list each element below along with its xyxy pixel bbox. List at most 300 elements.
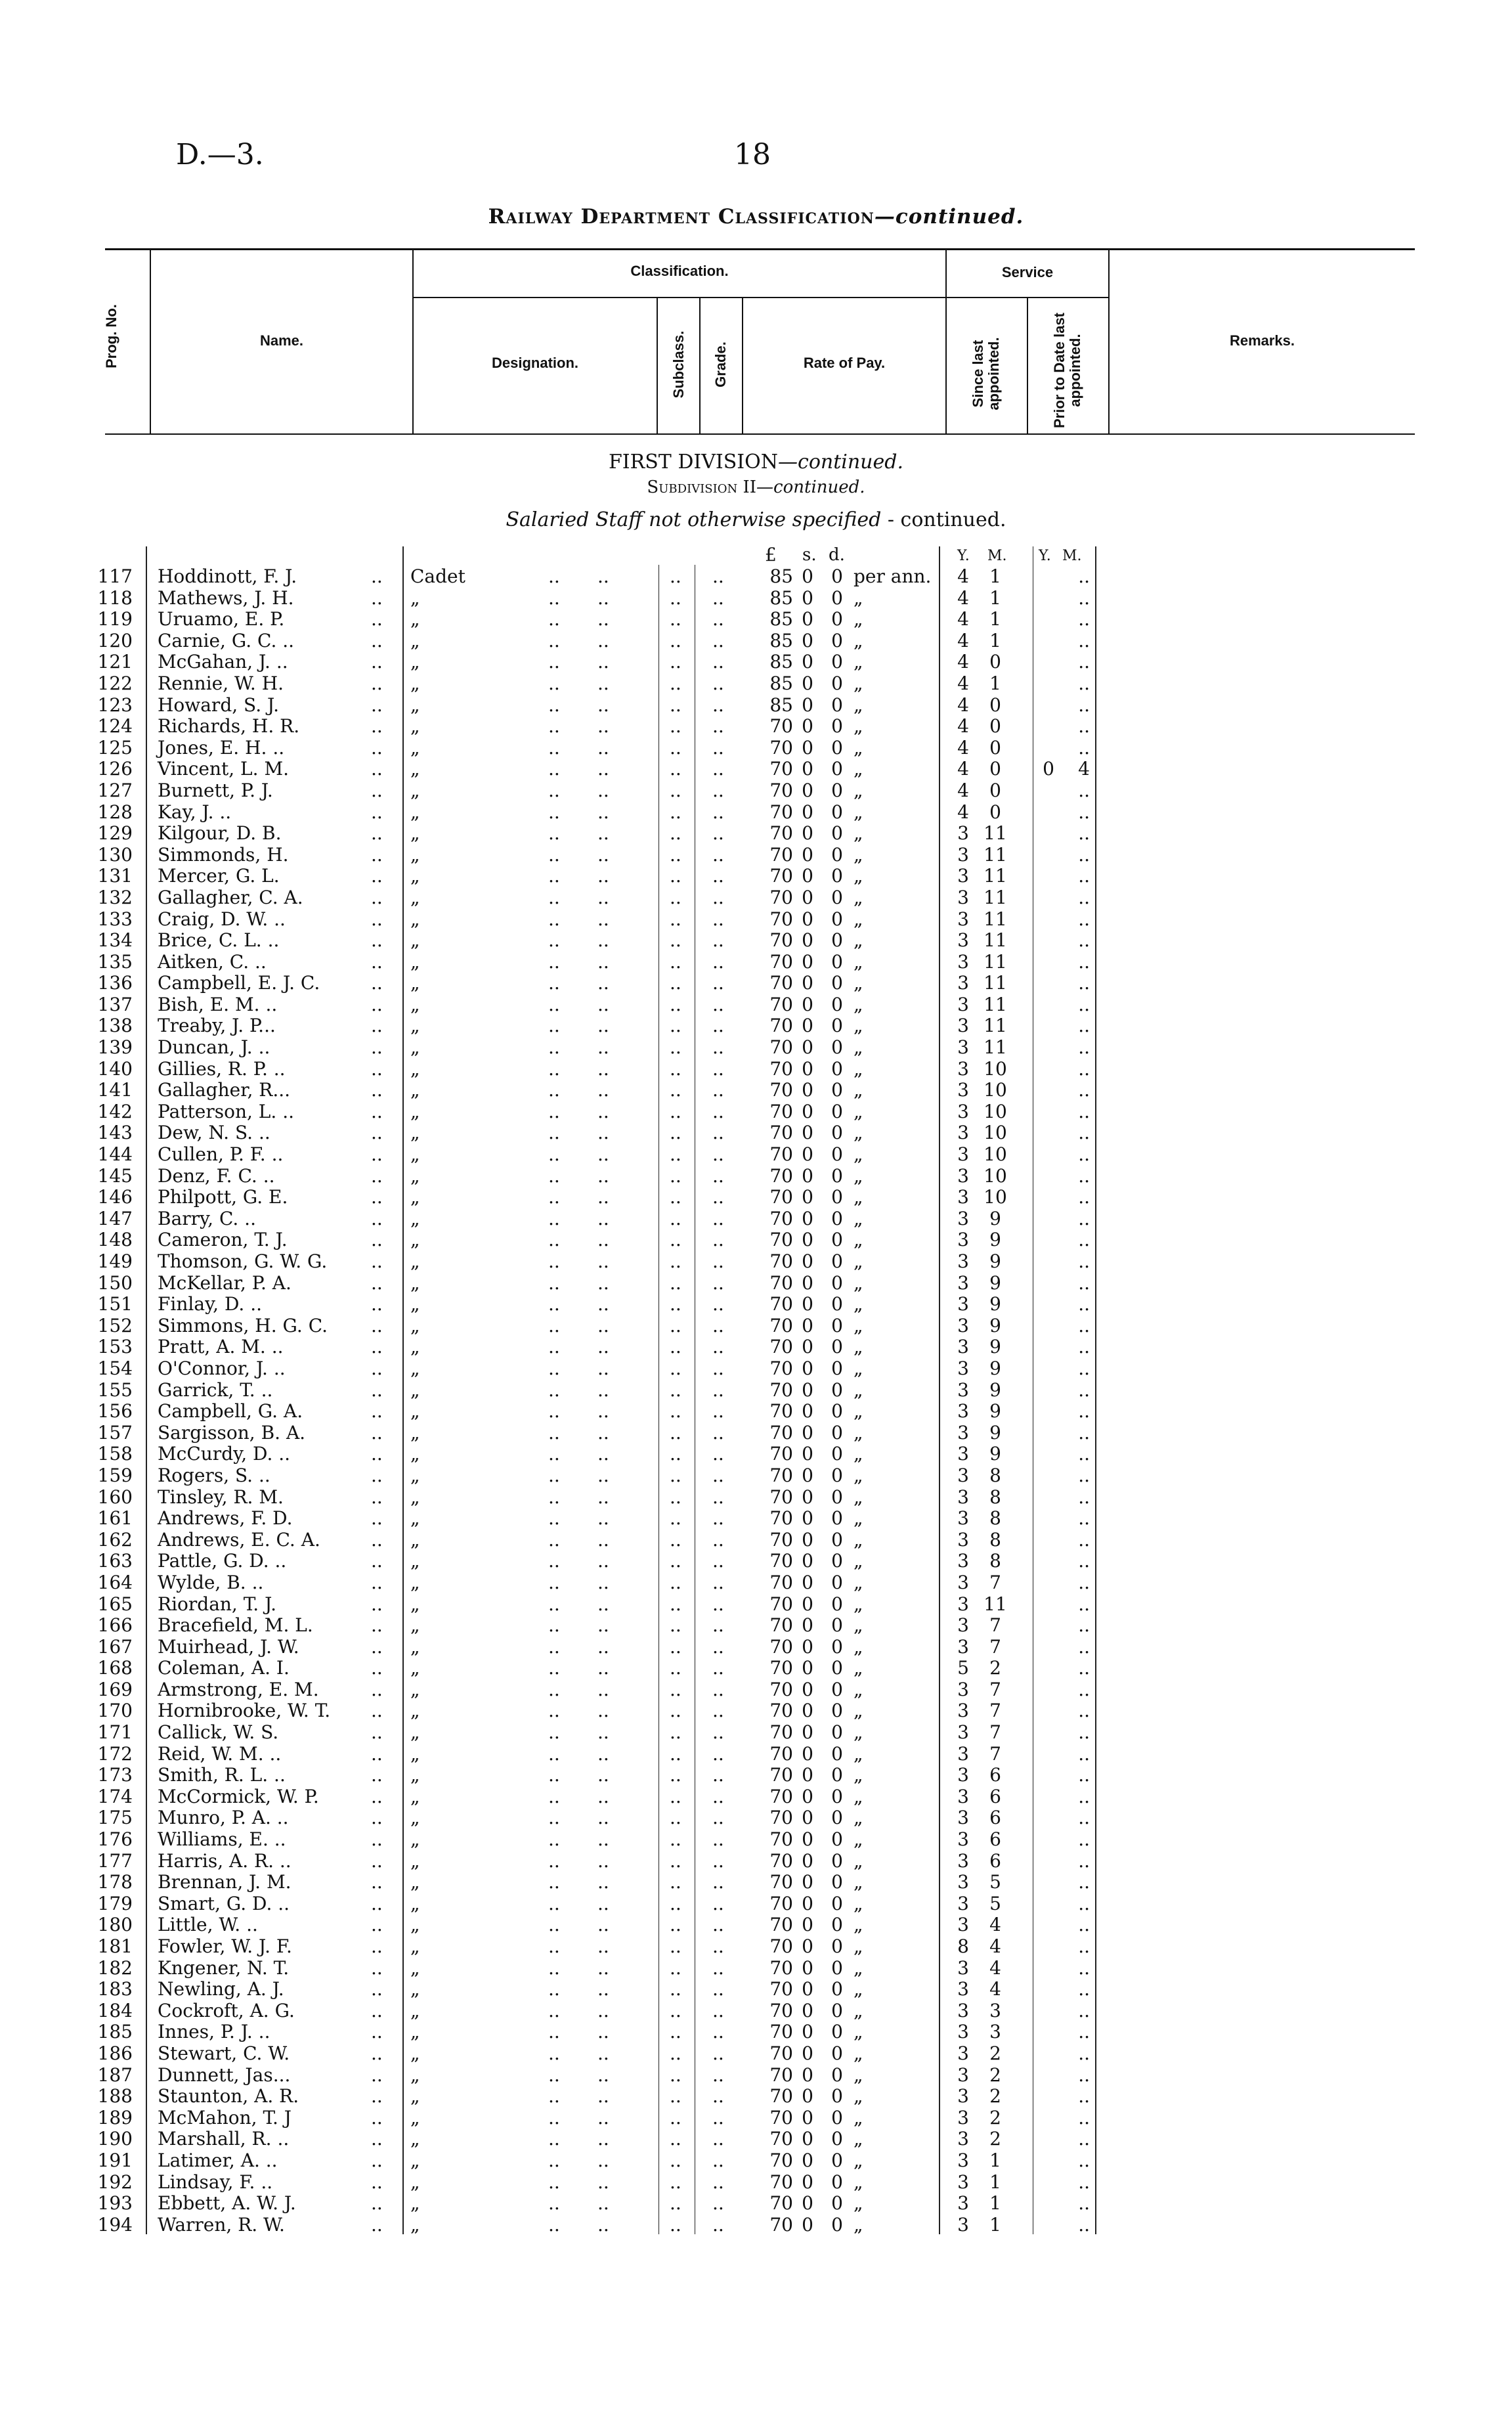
title-main: Railway Department Classification (488, 205, 875, 229)
designation: „ (410, 2064, 420, 2086)
pay-pence: 0 (831, 1507, 843, 1530)
pay-period: „ (853, 972, 863, 994)
pay-pence: 0 (831, 694, 843, 716)
pay-pence: 0 (831, 1079, 843, 1101)
leader-dots: .. (597, 1871, 609, 1893)
service-years: 3 (957, 1892, 969, 1914)
service-years: 8 (957, 1935, 969, 1957)
pay-pence: 0 (831, 1614, 843, 1637)
prior-months: .. (1078, 993, 1090, 1015)
col-classification: Classification. (630, 263, 729, 279)
pay-period: „ (853, 1357, 863, 1379)
designation: „ (410, 1271, 420, 1294)
pay-pence: 0 (831, 865, 843, 887)
service-years: 3 (957, 1079, 969, 1101)
subclass-cell: .. (670, 1036, 681, 1059)
pay-period: „ (853, 1914, 863, 1936)
table-row (0, 1872, 1512, 1893)
pay-pence: 0 (831, 2192, 843, 2215)
service-years: 3 (957, 908, 969, 930)
staff-name: McCormick, W. P. (158, 1785, 319, 1807)
grade-cell: .. (712, 822, 724, 845)
subclass-cell: .. (670, 629, 681, 651)
service-months: 8 (989, 1486, 1001, 1508)
service-years: 3 (957, 1100, 969, 1122)
col-subclass: Subclass. (670, 330, 687, 399)
staff-name: McMahon, T. J (158, 2106, 292, 2129)
prog-number: 170 (97, 1700, 133, 1722)
subclass-cell: .. (670, 1507, 681, 1530)
grade-cell: .. (712, 1700, 724, 1722)
pay-pounds: 70 (769, 1892, 793, 1914)
service-months: 1 (989, 2213, 1001, 2236)
service-years: 4 (957, 801, 969, 823)
division-title: FIRST DIVISION (608, 451, 779, 474)
pay-pence: 0 (831, 1164, 843, 1187)
staff-name: Reid, W. M. .. (158, 1742, 282, 1765)
prior-months: .. (1078, 2042, 1090, 2064)
staff-name: Barry, C. .. (158, 1207, 256, 1229)
pay-pounds: 70 (769, 1357, 793, 1379)
leader-dots: .. (597, 1443, 609, 1465)
leader-dots: .. (597, 1914, 609, 1936)
service-years: 3 (957, 2213, 969, 2236)
prior-months: .. (1078, 1443, 1090, 1465)
leader-dots: .. (548, 801, 560, 823)
subclass-cell: .. (670, 1143, 681, 1166)
leader-dots: .. (597, 908, 609, 930)
staff-name: Richards, H. R. (158, 715, 300, 738)
service-years: 3 (957, 2149, 969, 2171)
leader-dots: .. (597, 865, 609, 887)
leader-dots: .. (371, 694, 383, 716)
prior-months: .. (1078, 1100, 1090, 1122)
prior-months: .. (1078, 2149, 1090, 2171)
service-years: 3 (957, 1593, 969, 1615)
prior-months: 4 (1078, 758, 1090, 780)
leader-dots: .. (548, 1828, 560, 1851)
table-row (0, 609, 1512, 630)
subclass-cell: .. (670, 929, 681, 952)
grade-cell: .. (712, 736, 724, 759)
pay-pounds: 70 (769, 1250, 793, 1272)
leader-dots: .. (548, 1550, 560, 1572)
pay-pence: 0 (831, 1400, 843, 1423)
subclass-cell: .. (670, 1421, 681, 1444)
pay-shillings: 0 (802, 565, 813, 587)
prog-number: 194 (97, 2213, 133, 2236)
pay-pence: 0 (831, 1978, 843, 2000)
prior-months: .. (1078, 843, 1090, 866)
table-row (0, 994, 1512, 1016)
prior-months: .. (1078, 1336, 1090, 1358)
subclass-cell: .. (670, 2149, 681, 2171)
pay-shillings: 0 (802, 1122, 813, 1144)
subclass-cell: .. (670, 1828, 681, 1851)
leader-dots: .. (548, 1015, 560, 1037)
service-years: 3 (957, 1036, 969, 1059)
subclass-cell: .. (670, 950, 681, 973)
pay-pence: 0 (831, 1229, 843, 1251)
leader-dots: .. (597, 1357, 609, 1379)
service-months: 10 (983, 1057, 1007, 1080)
grade-cell: .. (712, 1571, 724, 1593)
service-years: 3 (957, 1057, 969, 1080)
leader-dots: .. (371, 1036, 383, 1059)
pay-pence: 0 (831, 2213, 843, 2236)
pay-period: „ (853, 1100, 863, 1122)
pay-shillings: 0 (802, 1999, 813, 2021)
staff-name: Gallagher, C. A. (158, 886, 303, 908)
service-years: 3 (957, 2042, 969, 2064)
subclass-cell: .. (670, 1400, 681, 1423)
service-years: 3 (957, 2064, 969, 2086)
designation: „ (410, 1700, 420, 1722)
service-years: 3 (957, 1122, 969, 1144)
grade-cell: .. (712, 608, 724, 630)
grade-cell: .. (712, 1742, 724, 1765)
leader-dots: .. (371, 1678, 383, 1700)
staff-name: Williams, E. .. (158, 1828, 286, 1851)
table-row (0, 1101, 1512, 1123)
service-years: 3 (957, 1293, 969, 1315)
leader-dots: .. (548, 993, 560, 1015)
service-months: 0 (989, 715, 1001, 738)
designation: „ (410, 1742, 420, 1765)
leader-dots: .. (597, 779, 609, 801)
designation: „ (410, 972, 420, 994)
pay-period: „ (853, 1379, 863, 1401)
service-months: 9 (989, 1314, 1001, 1336)
leader-dots: .. (371, 1079, 383, 1101)
service-months: 9 (989, 1400, 1001, 1423)
prior-months: .. (1078, 1593, 1090, 1615)
prog-number: 163 (97, 1550, 133, 1572)
pay-pence: 0 (831, 1700, 843, 1722)
pay-pence: 0 (831, 1015, 843, 1037)
leader-dots: .. (371, 715, 383, 738)
prior-months: .. (1078, 886, 1090, 908)
staff-name: Rennie, W. H. (158, 672, 284, 694)
page-title (0, 205, 1512, 229)
service-years: 4 (957, 586, 969, 609)
pay-pence: 0 (831, 1678, 843, 1700)
grade-cell: .. (712, 1507, 724, 1530)
service-months: 2 (989, 2042, 1001, 2064)
service-years: 4 (957, 672, 969, 694)
prog-number: 121 (97, 651, 133, 673)
pay-pounds: 70 (769, 736, 793, 759)
prior-months: .. (1078, 1486, 1090, 1508)
leader-dots: .. (548, 1421, 560, 1444)
leader-dots: .. (548, 1635, 560, 1658)
table-row (0, 930, 1512, 952)
grade-cell: .. (712, 1443, 724, 1465)
pay-pence: 0 (831, 1057, 843, 1080)
grade-cell: .. (712, 929, 724, 952)
pay-pence: 0 (831, 2128, 843, 2150)
pay-shillings: 0 (802, 1742, 813, 1765)
service-years: 3 (957, 2021, 969, 2043)
prog-number: 187 (97, 2064, 133, 2086)
leader-dots: .. (371, 586, 383, 609)
staff-name: Pattle, G. D. .. (158, 1550, 287, 1572)
col-name: Name. (259, 332, 304, 349)
table-row (0, 2021, 1512, 2043)
service-years: 3 (957, 1635, 969, 1658)
pay-shillings: 0 (802, 629, 813, 651)
pay-pounds: 70 (769, 1400, 793, 1423)
pay-shillings: 0 (802, 1678, 813, 1700)
prior-months: .. (1078, 1271, 1090, 1294)
pence-unit: d. (829, 545, 845, 565)
designation: „ (410, 1400, 420, 1423)
leader-dots: .. (548, 608, 560, 630)
pay-period: „ (853, 1207, 863, 1229)
prior-months: .. (1078, 1999, 1090, 2021)
service-months: 4 (989, 1978, 1001, 2000)
leader-dots: .. (597, 1464, 609, 1486)
leader-dots: .. (371, 1785, 383, 1807)
grade-cell: .. (712, 1721, 724, 1744)
service-years: 3 (957, 2192, 969, 2215)
prog-number: 118 (97, 586, 133, 609)
designation: „ (410, 2021, 420, 2043)
service-months: 4 (989, 1956, 1001, 1979)
prog-number: 173 (97, 1764, 133, 1786)
pay-period: „ (853, 1186, 863, 1208)
pay-pence: 0 (831, 2064, 843, 2086)
pay-pence: 0 (831, 1807, 843, 1829)
leader-dots: .. (371, 1464, 383, 1486)
table-row (0, 1979, 1512, 2000)
pay-shillings: 0 (802, 1421, 813, 1444)
prog-number: 141 (97, 1079, 133, 1101)
staff-name: Treaby, J. P... (158, 1015, 276, 1037)
pay-period: „ (853, 1015, 863, 1037)
col-since-last-label: Since last appointed. (970, 337, 1002, 410)
pay-pence: 0 (831, 1742, 843, 1765)
table-row (0, 1122, 1512, 1144)
pay-shillings: 0 (802, 2106, 813, 2129)
prior-months: .. (1078, 1036, 1090, 1059)
pay-shillings: 0 (802, 1293, 813, 1315)
prior-months: .. (1078, 2106, 1090, 2129)
staff-table (0, 566, 1512, 2236)
pay-period: „ (853, 1164, 863, 1187)
service-months: 0 (989, 736, 1001, 759)
pay-pounds: 70 (769, 1828, 793, 1851)
pay-period: „ (853, 1486, 863, 1508)
pay-pounds: 70 (769, 865, 793, 887)
leader-dots: .. (548, 1357, 560, 1379)
service-years: 3 (957, 1400, 969, 1423)
service-years: 3 (957, 2171, 969, 2193)
leader-dots: .. (597, 1122, 609, 1144)
subclass-cell: .. (670, 993, 681, 1015)
pay-pounds: 70 (769, 1229, 793, 1251)
table-row (0, 1208, 1512, 1230)
pay-period: „ (853, 993, 863, 1015)
grade-cell: .. (712, 629, 724, 651)
service-years: 4 (957, 736, 969, 759)
pay-pence: 0 (831, 929, 843, 952)
subclass-cell: .. (670, 1229, 681, 1251)
subclass-cell: .. (670, 1250, 681, 1272)
subclass-cell: .. (670, 1314, 681, 1336)
service-months: 7 (989, 1721, 1001, 1744)
leader-dots: .. (548, 1036, 560, 1059)
prior-months: .. (1078, 1614, 1090, 1637)
grade-cell: .. (712, 801, 724, 823)
service-years: 4 (957, 715, 969, 738)
pay-pounds: 70 (769, 1057, 793, 1080)
leader-dots: .. (548, 1978, 560, 2000)
pay-shillings: 0 (802, 1807, 813, 1829)
leader-dots: .. (371, 2064, 383, 2086)
leader-dots: .. (597, 1807, 609, 1829)
pay-pounds: 70 (769, 822, 793, 845)
pay-period: „ (853, 1742, 863, 1765)
prior-months: .. (1078, 779, 1090, 801)
pay-pounds: 70 (769, 2149, 793, 2171)
table-row (0, 588, 1512, 609)
service-years: 3 (957, 1721, 969, 1744)
subclass-cell: .. (670, 2171, 681, 2193)
staff-name: Bracefield, M. L. (158, 1614, 313, 1637)
leader-dots: .. (597, 651, 609, 673)
leader-dots: .. (597, 565, 609, 587)
designation: „ (410, 1593, 420, 1615)
table-row (0, 845, 1512, 866)
leader-dots: .. (548, 629, 560, 651)
leader-dots: .. (371, 1336, 383, 1358)
staff-name: Patterson, L. .. (158, 1100, 294, 1122)
table-row (0, 1015, 1512, 1037)
prior-months: .. (1078, 1785, 1090, 1807)
service-years: 3 (957, 1250, 969, 1272)
pay-shillings: 0 (802, 1271, 813, 1294)
pay-period: „ (853, 1293, 863, 1315)
service-years: 3 (957, 2085, 969, 2108)
table-row (0, 716, 1512, 738)
pay-period: „ (853, 1849, 863, 1872)
table-row (0, 2043, 1512, 2065)
leader-dots: .. (548, 1742, 560, 1765)
leader-dots: .. (371, 2149, 383, 2171)
leader-dots: .. (548, 1871, 560, 1893)
pay-period: „ (853, 608, 863, 630)
subclass-cell: .. (670, 972, 681, 994)
pay-pounds: 70 (769, 1464, 793, 1486)
staff-name: Mathews, J. H. (158, 586, 294, 609)
service-years: 3 (957, 1015, 969, 1037)
subclass-cell: .. (670, 1571, 681, 1593)
leader-dots: .. (371, 565, 383, 587)
pay-shillings: 0 (802, 1250, 813, 1272)
leader-dots: .. (597, 629, 609, 651)
leader-dots: .. (597, 1678, 609, 1700)
header-divider (412, 297, 945, 298)
service-years: 4 (957, 779, 969, 801)
table-row (0, 1851, 1512, 1872)
leader-dots: .. (548, 1079, 560, 1101)
staff-name: McKellar, P. A. (158, 1271, 292, 1294)
staff-name: Pratt, A. M. .. (158, 1336, 284, 1358)
pay-pounds: 70 (769, 1571, 793, 1593)
pay-shillings: 0 (802, 1400, 813, 1423)
designation: „ (410, 2128, 420, 2150)
designation: „ (410, 843, 420, 866)
prior-months: .. (1078, 1528, 1090, 1551)
pay-shillings: 0 (802, 1528, 813, 1551)
pay-shillings: 0 (802, 2213, 813, 2236)
prog-number: 161 (97, 1507, 133, 1530)
pay-shillings: 0 (802, 843, 813, 866)
pay-shillings: 0 (802, 1464, 813, 1486)
pay-shillings: 0 (802, 651, 813, 673)
title-continued: —continued. (874, 205, 1024, 229)
staff-name: Tinsley, R. M. (158, 1486, 284, 1508)
prog-number: 164 (97, 1571, 133, 1593)
grade-cell: .. (712, 1057, 724, 1080)
pay-pence: 0 (831, 1486, 843, 1508)
service-months: 1 (989, 2171, 1001, 2193)
prior-months: .. (1078, 1357, 1090, 1379)
leader-dots: .. (548, 1400, 560, 1423)
prog-number: 152 (97, 1314, 133, 1336)
leader-dots: .. (371, 1250, 383, 1272)
designation: „ (410, 1186, 420, 1208)
table-row (0, 1722, 1512, 1744)
pay-shillings: 0 (802, 1443, 813, 1465)
pay-shillings: 0 (802, 2085, 813, 2108)
prog-number: 160 (97, 1486, 133, 1508)
leader-dots: .. (597, 1293, 609, 1315)
pay-period: „ (853, 586, 863, 609)
table-row (0, 2000, 1512, 2022)
pay-pounds: 70 (769, 1379, 793, 1401)
grade-cell: .. (712, 1357, 724, 1379)
leader-dots: .. (597, 2192, 609, 2215)
pay-period: „ (853, 2106, 863, 2129)
pay-shillings: 0 (802, 1186, 813, 1208)
leader-dots: .. (548, 1207, 560, 1229)
pay-period: „ (853, 886, 863, 908)
service-years: 3 (957, 2128, 969, 2150)
pay-pounds: 70 (769, 1678, 793, 1700)
designation: „ (410, 1100, 420, 1122)
prog-number: 189 (97, 2106, 133, 2129)
leader-dots: .. (371, 608, 383, 630)
pay-shillings: 0 (802, 2021, 813, 2043)
staff-name: Denz, F. C. .. (158, 1164, 275, 1187)
table-row (0, 2086, 1512, 2108)
subclass-cell: .. (670, 2021, 681, 2043)
leader-dots: .. (548, 2085, 560, 2108)
designation: „ (410, 1871, 420, 1893)
subclass-cell: .. (670, 822, 681, 845)
leader-dots: .. (371, 1593, 383, 1615)
service-months: 11 (983, 950, 1007, 973)
pay-period: „ (853, 1464, 863, 1486)
service-months: 10 (983, 1079, 1007, 1101)
leader-dots: .. (371, 1892, 383, 1914)
leader-dots: .. (548, 565, 560, 587)
pay-pence: 0 (831, 1464, 843, 1486)
leader-dots: .. (371, 2171, 383, 2193)
pay-pounds: 70 (769, 779, 793, 801)
